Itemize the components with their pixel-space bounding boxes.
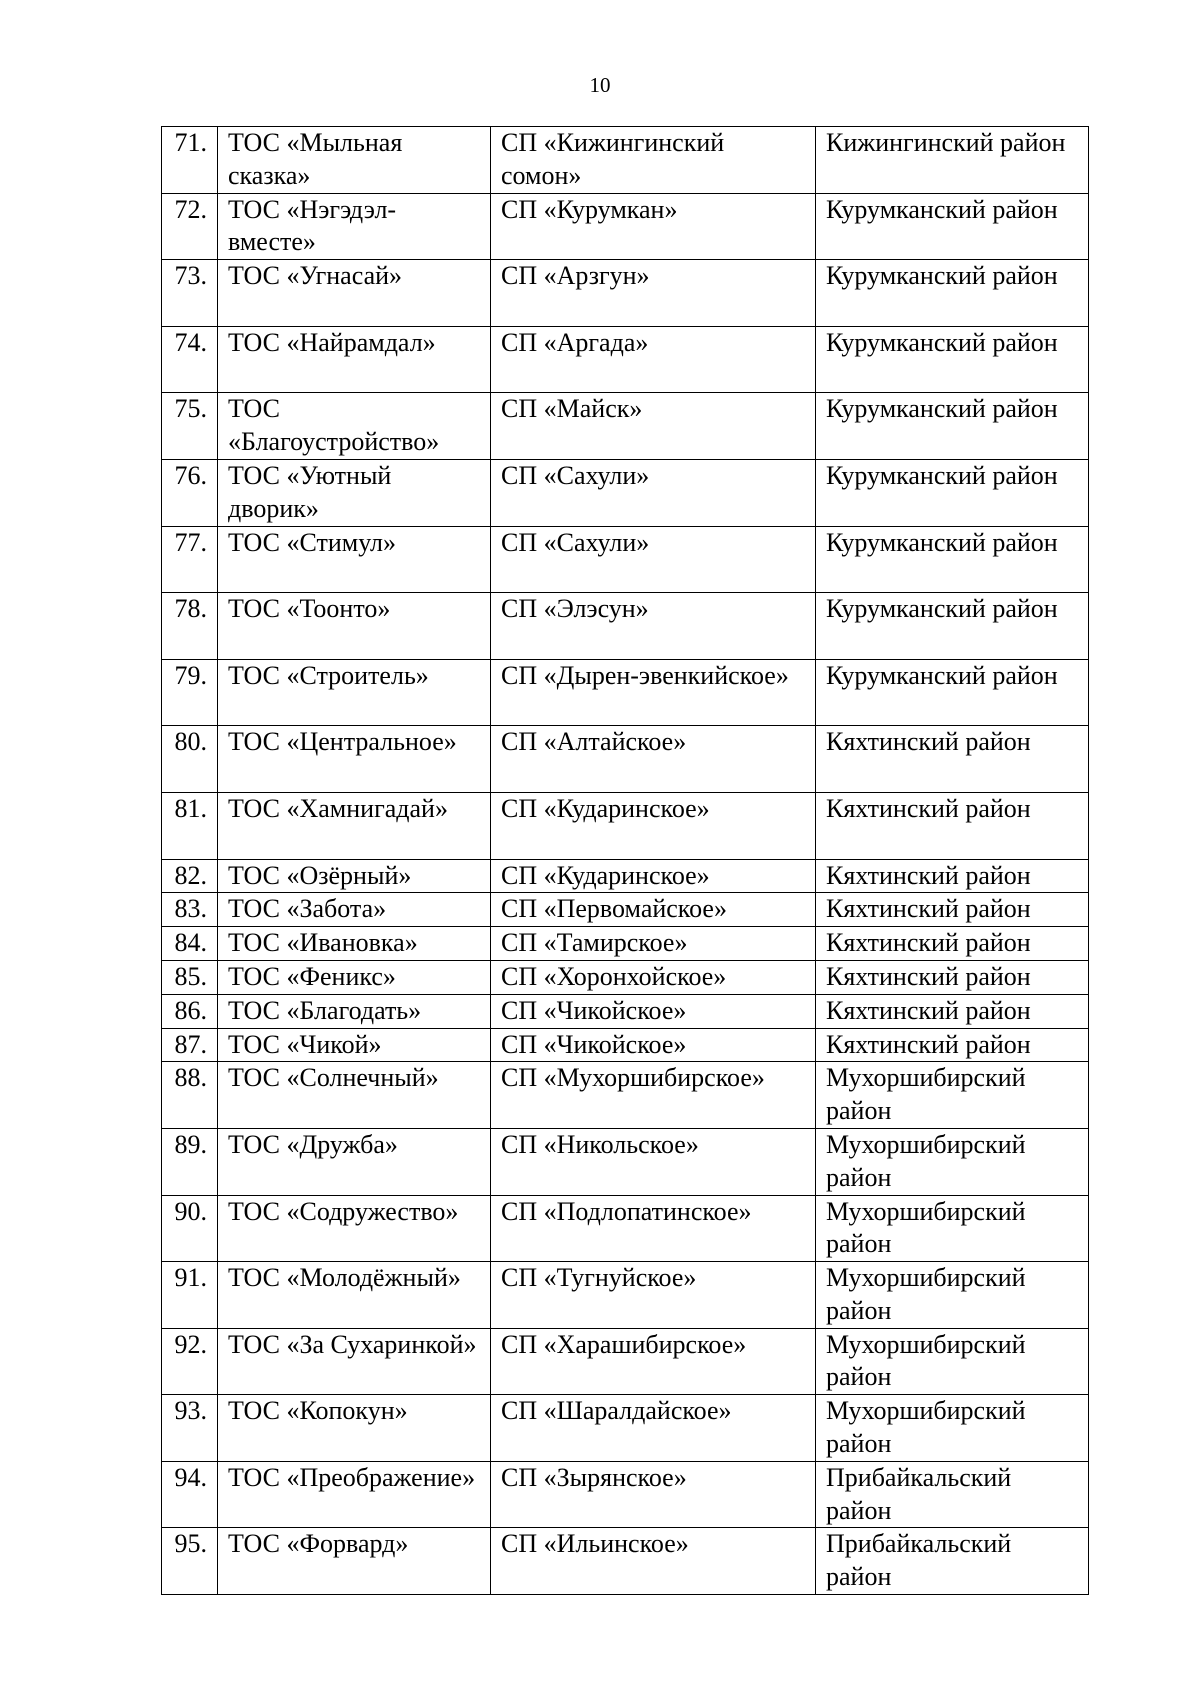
settlement-name: СП «Сахули» [491, 459, 816, 526]
tos-name: ТОС «Угнасай» [218, 260, 491, 327]
row-number: 71. [162, 127, 218, 194]
row-number: 82. [162, 859, 218, 893]
table-row [162, 659, 1089, 726]
table-row [162, 1395, 1089, 1462]
district-name: Мухоршибирский район [816, 1395, 1089, 1462]
settlement-name: СП «Никольское» [491, 1128, 816, 1195]
row-number: 83. [162, 893, 218, 927]
table-row [162, 526, 1089, 593]
district-name: Кяхтинский район [816, 960, 1089, 994]
settlement-name: СП «Дырен-эвенкийское» [491, 659, 816, 726]
tos-name: ТОС «Хамнигадай» [218, 792, 491, 859]
district-name: Кижингинский район [816, 127, 1089, 194]
district-name: Курумканский район [816, 459, 1089, 526]
tos-name: ТОС «Озёрный» [218, 859, 491, 893]
tos-name: ТОС «Солнечный» [218, 1062, 491, 1129]
row-number: 90. [162, 1195, 218, 1262]
tos-name: ТОС «Уютный дворик» [218, 459, 491, 526]
table-row [162, 1528, 1089, 1595]
row-number: 74. [162, 326, 218, 393]
tos-name: ТОС «Дружба» [218, 1128, 491, 1195]
district-name: Прибайкальский район [816, 1461, 1089, 1528]
row-number: 87. [162, 1028, 218, 1062]
table-row [162, 1128, 1089, 1195]
district-name: Курумканский район [816, 659, 1089, 726]
row-number: 79. [162, 659, 218, 726]
settlement-name: СП «Зырянское» [491, 1461, 816, 1528]
tos-name: ТОС «Молодёжный» [218, 1262, 491, 1329]
tos-name: ТОС «Центральное» [218, 726, 491, 793]
table-row [162, 1461, 1089, 1528]
table-row [162, 1062, 1089, 1129]
district-name: Курумканский район [816, 526, 1089, 593]
row-number: 94. [162, 1461, 218, 1528]
page-number: 10 [589, 73, 611, 97]
table-row [162, 927, 1089, 961]
settlement-name: СП «Курумкан» [491, 193, 816, 260]
district-name: Курумканский район [816, 326, 1089, 393]
district-name: Прибайкальский район [816, 1528, 1089, 1595]
district-name: Курумканский район [816, 593, 1089, 660]
row-number: 86. [162, 994, 218, 1028]
district-name: Кяхтинский район [816, 792, 1089, 859]
row-number: 73. [162, 260, 218, 327]
tos-name: ТОС «Благоустройство» [218, 393, 491, 460]
row-number: 80. [162, 726, 218, 793]
settlement-name: СП «Шаралдайское» [491, 1395, 816, 1462]
tos-name: ТОС «Тоонто» [218, 593, 491, 660]
settlement-name: СП «Хоронхойское» [491, 960, 816, 994]
district-name: Кяхтинский район [816, 726, 1089, 793]
table-row [162, 127, 1089, 194]
district-name: Курумканский район [816, 193, 1089, 260]
table-row [162, 260, 1089, 327]
row-number: 93. [162, 1395, 218, 1462]
table-row [162, 994, 1089, 1028]
row-number: 81. [162, 792, 218, 859]
district-name: Курумканский район [816, 260, 1089, 327]
row-number: 88. [162, 1062, 218, 1129]
row-number: 75. [162, 393, 218, 460]
tos-table [161, 126, 1089, 1595]
settlement-name: СП «Харашибирское» [491, 1328, 816, 1395]
district-name: Мухоршибирский район [816, 1062, 1089, 1129]
district-name: Курумканский район [816, 393, 1089, 460]
tos-name: ТОС «Строитель» [218, 659, 491, 726]
settlement-name: СП «Подлопатинское» [491, 1195, 816, 1262]
tos-name: ТОС «Найрамдал» [218, 326, 491, 393]
settlement-name: СП «Тугнуйское» [491, 1262, 816, 1329]
settlement-name: СП «Ильинское» [491, 1528, 816, 1595]
table-row [162, 593, 1089, 660]
tos-name: ТОС «Мыльная сказка» [218, 127, 491, 194]
district-name: Мухоршибирский район [816, 1195, 1089, 1262]
table-row [162, 193, 1089, 260]
tos-name: ТОС «Преображение» [218, 1461, 491, 1528]
district-name: Мухоршибирский район [816, 1328, 1089, 1395]
tos-name: ТОС «Ивановка» [218, 927, 491, 961]
tos-name: ТОС «За Сухаринкой» [218, 1328, 491, 1395]
table-row [162, 393, 1089, 460]
settlement-name: СП «Чикойское» [491, 1028, 816, 1062]
row-number: 72. [162, 193, 218, 260]
row-number: 91. [162, 1262, 218, 1329]
settlement-name: СП «Элэсун» [491, 593, 816, 660]
settlement-name: СП «Кударинское» [491, 859, 816, 893]
table-row [162, 326, 1089, 393]
tos-name: ТОС «Забота» [218, 893, 491, 927]
tos-name: ТОС «Форвард» [218, 1528, 491, 1595]
settlement-name: СП «Аргада» [491, 326, 816, 393]
settlement-name: СП «Тамирское» [491, 927, 816, 961]
table-row [162, 1028, 1089, 1062]
district-name: Мухоршибирский район [816, 1128, 1089, 1195]
row-number: 84. [162, 927, 218, 961]
settlement-name: СП «Мухоршибирское» [491, 1062, 816, 1129]
table-row [162, 726, 1089, 793]
tos-name: ТОС «Копокун» [218, 1395, 491, 1462]
settlement-name: СП «Кижингинский сомон» [491, 127, 816, 194]
row-number: 78. [162, 593, 218, 660]
settlement-name: СП «Сахули» [491, 526, 816, 593]
row-number: 76. [162, 459, 218, 526]
table-row [162, 859, 1089, 893]
district-name: Кяхтинский район [816, 1028, 1089, 1062]
district-name: Кяхтинский район [816, 859, 1089, 893]
district-name: Мухоршибирский район [816, 1262, 1089, 1329]
table-row [162, 960, 1089, 994]
tos-name: ТОС «Благодать» [218, 994, 491, 1028]
tos-name: ТОС «Стимул» [218, 526, 491, 593]
district-name: Кяхтинский район [816, 927, 1089, 961]
row-number: 95. [162, 1528, 218, 1595]
tos-name: ТОС «Нэгэдэл-вместе» [218, 193, 491, 260]
tos-name: ТОС «Феникс» [218, 960, 491, 994]
settlement-name: СП «Майск» [491, 393, 816, 460]
row-number: 89. [162, 1128, 218, 1195]
settlement-name: СП «Кударинское» [491, 792, 816, 859]
table-row [162, 1262, 1089, 1329]
row-number: 92. [162, 1328, 218, 1395]
table-row [162, 1328, 1089, 1395]
district-name: Кяхтинский район [816, 893, 1089, 927]
row-number: 77. [162, 526, 218, 593]
table-row [162, 792, 1089, 859]
table-row [162, 893, 1089, 927]
settlement-name: СП «Алтайское» [491, 726, 816, 793]
settlement-name: СП «Первомайское» [491, 893, 816, 927]
settlement-name: СП «Чикойское» [491, 994, 816, 1028]
tos-name: ТОС «Содружество» [218, 1195, 491, 1262]
table-row [162, 1195, 1089, 1262]
row-number: 85. [162, 960, 218, 994]
tos-name: ТОС «Чикой» [218, 1028, 491, 1062]
table-row [162, 459, 1089, 526]
district-name: Кяхтинский район [816, 994, 1089, 1028]
settlement-name: СП «Арзгун» [491, 260, 816, 327]
